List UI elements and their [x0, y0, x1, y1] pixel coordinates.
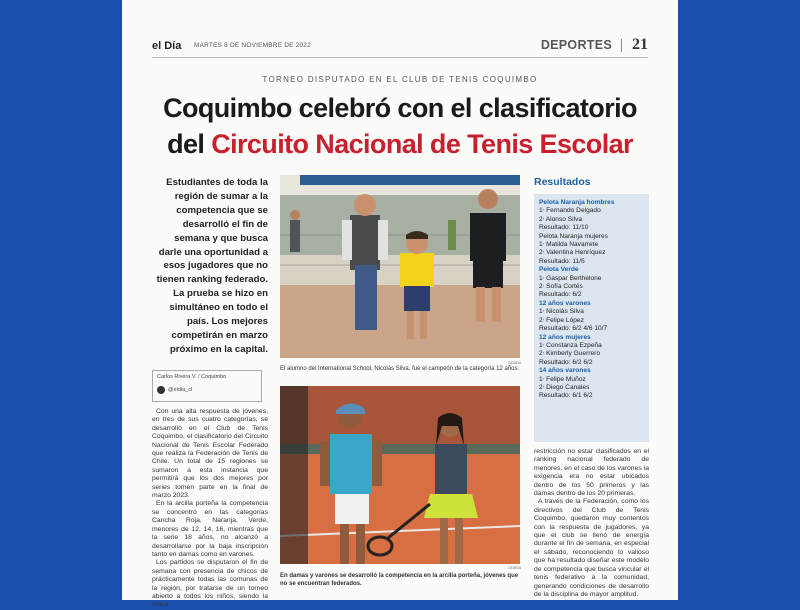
result-block [539, 334, 644, 368]
result-category: Pelota Naranja mujeres [539, 232, 608, 240]
result-first: 1° Fernando Delgado [539, 207, 601, 215]
page-header [152, 36, 648, 58]
byline-author: Carlos Rivera V. / Coquimbo [157, 374, 227, 380]
twitter-icon [157, 386, 165, 394]
title-prefix: del [167, 129, 212, 159]
result-first: 1° Constanza Ezpeña [539, 341, 602, 349]
result-block [539, 266, 644, 300]
photo-caption-2: En damas y varones se desarrolló la competencia en la arcilla porteña, jóvenes que no se encuentran federados. [280, 573, 519, 587]
result-category: 12 años mujeres [539, 333, 591, 341]
result-category: Pelota Verde [539, 266, 579, 274]
result-first: 1° Felipe Muñoz [539, 375, 586, 383]
photo-players-image [280, 386, 520, 564]
article-kicker: TORNEO DISPUTADO EN EL CLUB DE TENIS COQUIMBO [262, 75, 538, 84]
result-first: 1° Nicolás Silva [539, 308, 584, 316]
photo-champion [280, 175, 520, 358]
result-block [539, 199, 644, 233]
result-category: 12 años varones [539, 299, 591, 307]
photo-champion-image [280, 175, 520, 358]
body-column-3 [534, 448, 649, 599]
result-score: Resultado: 6/1 6/2 [539, 392, 593, 400]
results-title: Resultados [534, 176, 591, 188]
body-paragraph: restricción no estar clasificados en el ranking nacional federado de menores, en el caso de los varones la exigencia era no estar ubicados dentro de los 50 primeros y las damas dentro de los 20 primeras. [534, 448, 649, 498]
result-second: 2° Sofía Cortés [539, 283, 583, 291]
byline-box [152, 370, 262, 402]
body-paragraph: Los partidos se disputaron el fin de semana con presencia de chicos de prácticamente todas las comunas de la región, por tratarse de un torneo abierto a todos los niños, siendo la única [152, 559, 268, 609]
title-line-1: Coquimbo celebró con el clasificatorio [163, 93, 637, 123]
photo-credit-2: CEDIDA [508, 566, 522, 570]
result-score: Resultado: 6/2 6/2 [539, 358, 593, 366]
newspaper-logo: el Día [152, 40, 182, 52]
section-name: DEPORTES [540, 38, 612, 52]
result-block [539, 300, 644, 334]
title-highlight: Circuito Nacional de Tenis Escolar [211, 129, 633, 159]
article-lede: Estudiantes de toda la región de sumar a la competencia que se desarrolló el fin de semana y que busca darle una oportunidad a esos jugadores que no tienen ranking federado. La prueba se hizo en simultáneo en todo el país. Los mejores competirán en marzo próximo en la capital. [156, 177, 268, 355]
byline-handle: @eldia_cl [168, 387, 193, 393]
result-second: 2° Alonso Silva [539, 215, 583, 223]
result-block [539, 367, 644, 401]
body-column-1 [152, 408, 268, 610]
issue-date: MARTES 8 DE NOVIEMBRE DE 2022 [194, 42, 311, 49]
newspaper-page [122, 0, 678, 609]
result-first: 1° Matilda Navarrete [539, 241, 599, 249]
result-second: 2° Valentina Henríquez [539, 249, 606, 257]
results-box [534, 194, 649, 442]
body-paragraph: En la arcilla porteña la competencia se concentró en las categorías Cancha Roja, Naranja, Verde, menores de 12, 14, 16, mientras que la serie 18 años, no alcanzó a desarrollarse por la baja inscripción tanto en damas como en varones. [152, 500, 268, 558]
result-block [539, 233, 644, 267]
photo-caption-1: El alumno del International School, Nicolás Silva, fue el campeón de la categoría 12 años. [280, 366, 520, 372]
photo-players [280, 386, 520, 564]
header-divider [621, 39, 622, 52]
page-number: 21 [632, 36, 648, 53]
body-paragraph: A través de la Federación, como los directivos del Club de Tenis Coquimbo, quedaron muy contentos con la respuesta de jugadores, ya que el club se llenó de energía durante el fin de semana, en especial el sábado, reconociendo lo valioso que ha resultado diseñar este modelo de competencia que busca vincular el tenis federativo a la comunidad, generando condiciones de desarrollo de la disciplina de mayor amplitud. [534, 498, 649, 598]
result-score: Resultado: 6/2 [539, 291, 582, 299]
result-score: Resultado: 6/2 4/6 10/7 [539, 325, 608, 333]
title-line-2 [122, 126, 678, 162]
photo-credit-1: CEDIDA [508, 361, 522, 365]
result-first: 1° Gaspar Berthelone [539, 274, 602, 282]
result-category: Pelota Naranja hombres [539, 199, 615, 206]
result-score: Resultado: 11/10 [539, 224, 589, 232]
byline-social [157, 386, 257, 394]
result-category: 14 años varones [539, 367, 591, 375]
result-score: Resultado: 11/5 [539, 257, 585, 265]
article-title [122, 90, 678, 162]
result-second: 2° Felipe López [539, 316, 584, 324]
body-paragraph: Con una alta respuesta de jóvenes, en tres de sus cuatro categorías, se desarrolló en el Club de Tenis Coquimbo, el clasificatorio del Circuito Nacional de Tenis Escolar Federado que realiza la Federación de Tenis de Chile. Un total de 15 regiones se sumaron a esta instancia que permitirá que los dos mejores por series tomen parte en la final de marzo 2023. [152, 408, 268, 500]
result-second: 2° Diego Canales [539, 383, 590, 391]
result-second: 2° Kimberly Guerrero [539, 350, 600, 358]
